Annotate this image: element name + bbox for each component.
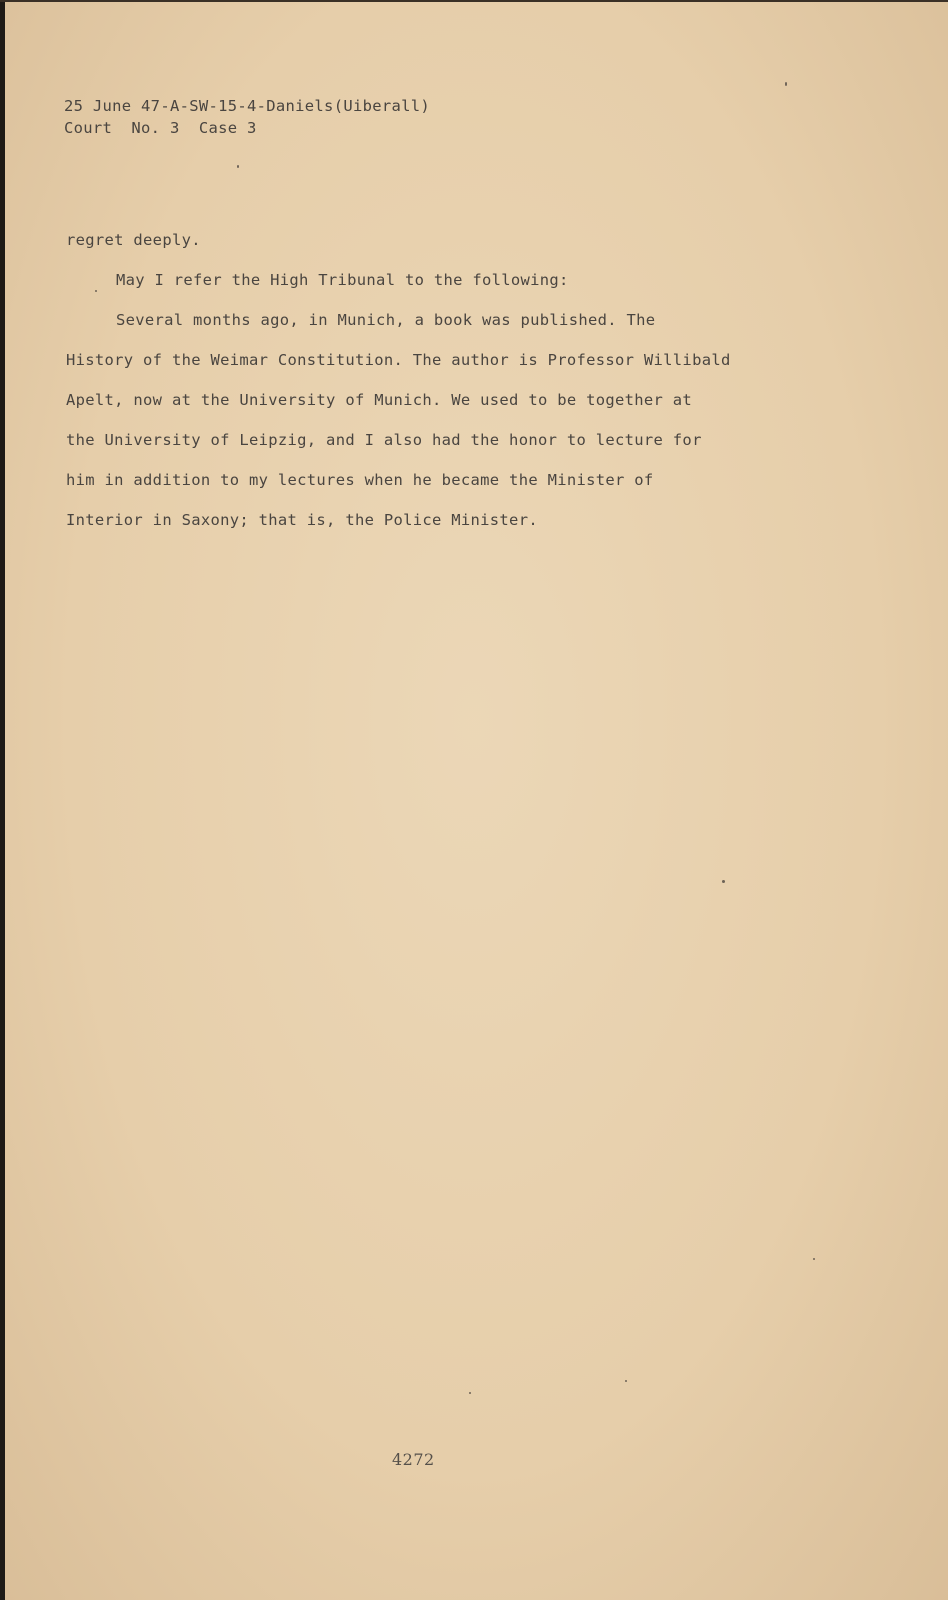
header-reference-line: 25 June 47-A-SW-15-4-Daniels(Uiberall) xyxy=(64,97,431,115)
paper-speck xyxy=(625,1380,627,1382)
paragraph-line: the University of Leipzig, and I also had the honor to lecture for xyxy=(66,431,702,449)
paper-speck xyxy=(95,290,97,292)
paper-speck xyxy=(722,880,725,883)
paper-speck xyxy=(469,1392,471,1394)
paper-speck xyxy=(813,1258,815,1260)
paragraph-line: Apelt, now at the University of Munich. We used to be together at xyxy=(66,391,693,409)
document-body xyxy=(66,220,846,540)
paragraph-line: History of the Weimar Constitution. The author is Professor Willibald xyxy=(66,351,731,369)
paper-speck xyxy=(785,82,787,86)
paragraph-line: him in addition to my lectures when he became the Minister of xyxy=(66,471,654,489)
page-number: 4272 xyxy=(392,1450,435,1469)
paragraph-line: Interior in Saxony; that is, the Police Minister. xyxy=(66,511,538,529)
scan-edge-left xyxy=(0,0,5,1600)
paragraph-regret: regret deeply. xyxy=(66,231,201,249)
scan-edge-top xyxy=(0,0,948,2)
header-court-line: Court No. 3 Case 3 xyxy=(64,119,257,137)
paragraph-line: Several months ago, in Munich, a book was published. The xyxy=(116,311,656,329)
document-header xyxy=(64,95,430,139)
paper-speck xyxy=(237,165,239,168)
paragraph-refer: May I refer the High Tribunal to the following: xyxy=(116,271,569,289)
